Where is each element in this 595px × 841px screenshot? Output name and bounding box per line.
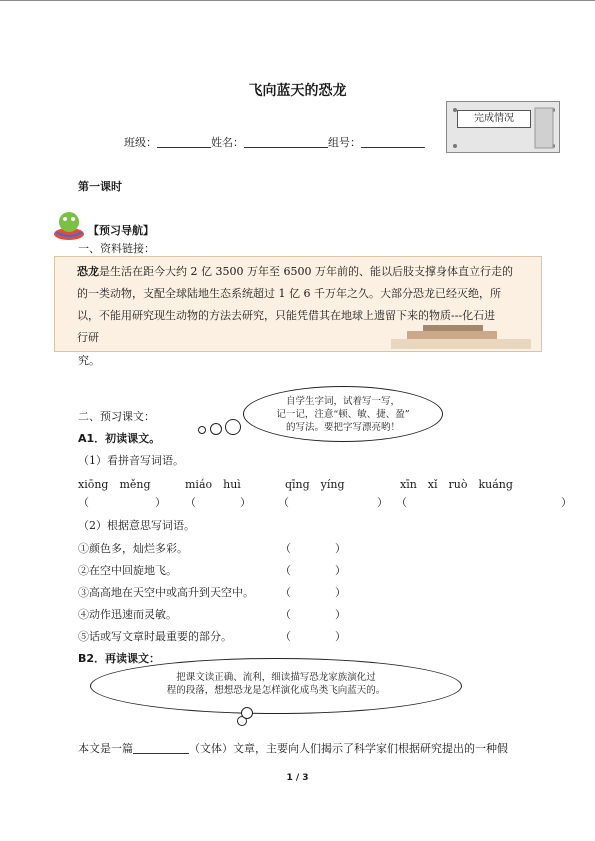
- info-continuation: 究。: [78, 354, 100, 367]
- final-sentence: 本文是一篇 （文体）文章，主要向人们揭示了科学家们根据研究提出的一种假: [78, 742, 508, 755]
- header-fields: [124, 134, 425, 150]
- info-box: [54, 256, 542, 352]
- answer-bracket-3[interactable]: （ ）: [278, 496, 388, 509]
- thought-bubble-small: [198, 426, 206, 434]
- completion-badge: [446, 101, 560, 153]
- page-number: 1 / 3: [286, 773, 309, 783]
- meaning-answer-2[interactable]: （ ）: [280, 564, 346, 577]
- pinyin-3: qīng yíng: [285, 478, 345, 491]
- info-line-1: 恐龙是生活在距今大约 2 亿 3500 万年至 6500 万年前的、能以后肢支撑身体直立行走的: [77, 265, 513, 278]
- section2-heading: 二、预习课文：: [78, 410, 155, 423]
- q2-label: （2）根据意思写词语。: [78, 519, 195, 532]
- a1-label: A1．初读课文。: [78, 432, 161, 445]
- pinyin-1: xiōng měng: [78, 478, 151, 491]
- badge-frame-icon: [447, 102, 561, 154]
- badge-label: 完成情况: [457, 110, 531, 128]
- meaning-answer-4[interactable]: （ ）: [280, 608, 346, 621]
- thought-bubble-large: [225, 419, 241, 435]
- mascot-icon: [52, 208, 86, 242]
- class-blank[interactable]: [157, 135, 211, 148]
- answer-bracket-2[interactable]: （ ）: [185, 496, 251, 509]
- group-blank[interactable]: [361, 135, 425, 148]
- meaning-answer-1[interactable]: （ ）: [280, 542, 346, 555]
- pinyin-4: xīn xǐ ruò kuáng: [400, 478, 513, 491]
- section1-heading: 一、资料链接：: [78, 242, 155, 255]
- meaning-item-2: ②在空中回旋地飞。: [78, 564, 177, 577]
- info-lead: 恐龙: [77, 265, 99, 278]
- name-blank[interactable]: [244, 135, 328, 148]
- answer-bracket-4[interactable]: （ ）: [396, 496, 572, 509]
- thought-bubble-medium: [210, 423, 222, 435]
- top-rule: [0, 0, 595, 1]
- pinyin-2: miáo huì: [185, 478, 241, 491]
- meaning-item-5: ⑤话或写文章时最重要的部分。: [78, 630, 232, 643]
- q1-label: （1）看拼音写词语。: [78, 454, 184, 467]
- meaning-item-4: ④动作迅速而灵敏。: [78, 608, 177, 621]
- page-title: 飞向蓝天的恐龙: [248, 83, 347, 99]
- preview-nav-heading: 【预习导航】: [88, 224, 154, 237]
- group-label: 组号：: [328, 136, 361, 149]
- meaning-item-1: ①颜色多，灿烂多彩。: [78, 542, 188, 555]
- tip-cloud-1: 自学生字词，试着写一写， 记一记，注意“顿、敏、捷、盈” 的写法。要把字写漂亮哟！: [243, 386, 443, 442]
- meaning-answer-5[interactable]: （ ）: [280, 630, 346, 643]
- books-decoration-icon: [331, 325, 541, 351]
- genre-blank[interactable]: [133, 741, 189, 754]
- lesson-label: 第一课时: [78, 180, 122, 193]
- meaning-item-3: ③高高地在天空中或高升到天空中。: [78, 586, 254, 599]
- answer-bracket-1[interactable]: （ ）: [78, 496, 166, 509]
- b2-label: B2．再读课文：: [78, 652, 161, 665]
- info-line-2: 的一类动物，支配全球陆地生态系统超过 1 亿 6 千万年之久。大部分恐龙已经灭绝，所: [77, 287, 501, 300]
- thought-bubble-b2-medium: [241, 707, 253, 719]
- meaning-answer-3[interactable]: （ ）: [280, 586, 346, 599]
- name-label: 姓名：: [211, 136, 244, 149]
- info-line-4: 行研: [77, 331, 99, 344]
- tip-cloud-2: 把课文读正确、流利，细读描写恐龙家族演化过 程的段落，想想恐龙是怎样演化成鸟类飞向蓝天的。: [90, 658, 462, 714]
- class-label: 班级：: [124, 136, 157, 149]
- info-line-3: 以，不能用研究现生动物的方法去研究，只能凭借其在地球上遗留下来的物质---化石进: [77, 309, 496, 322]
